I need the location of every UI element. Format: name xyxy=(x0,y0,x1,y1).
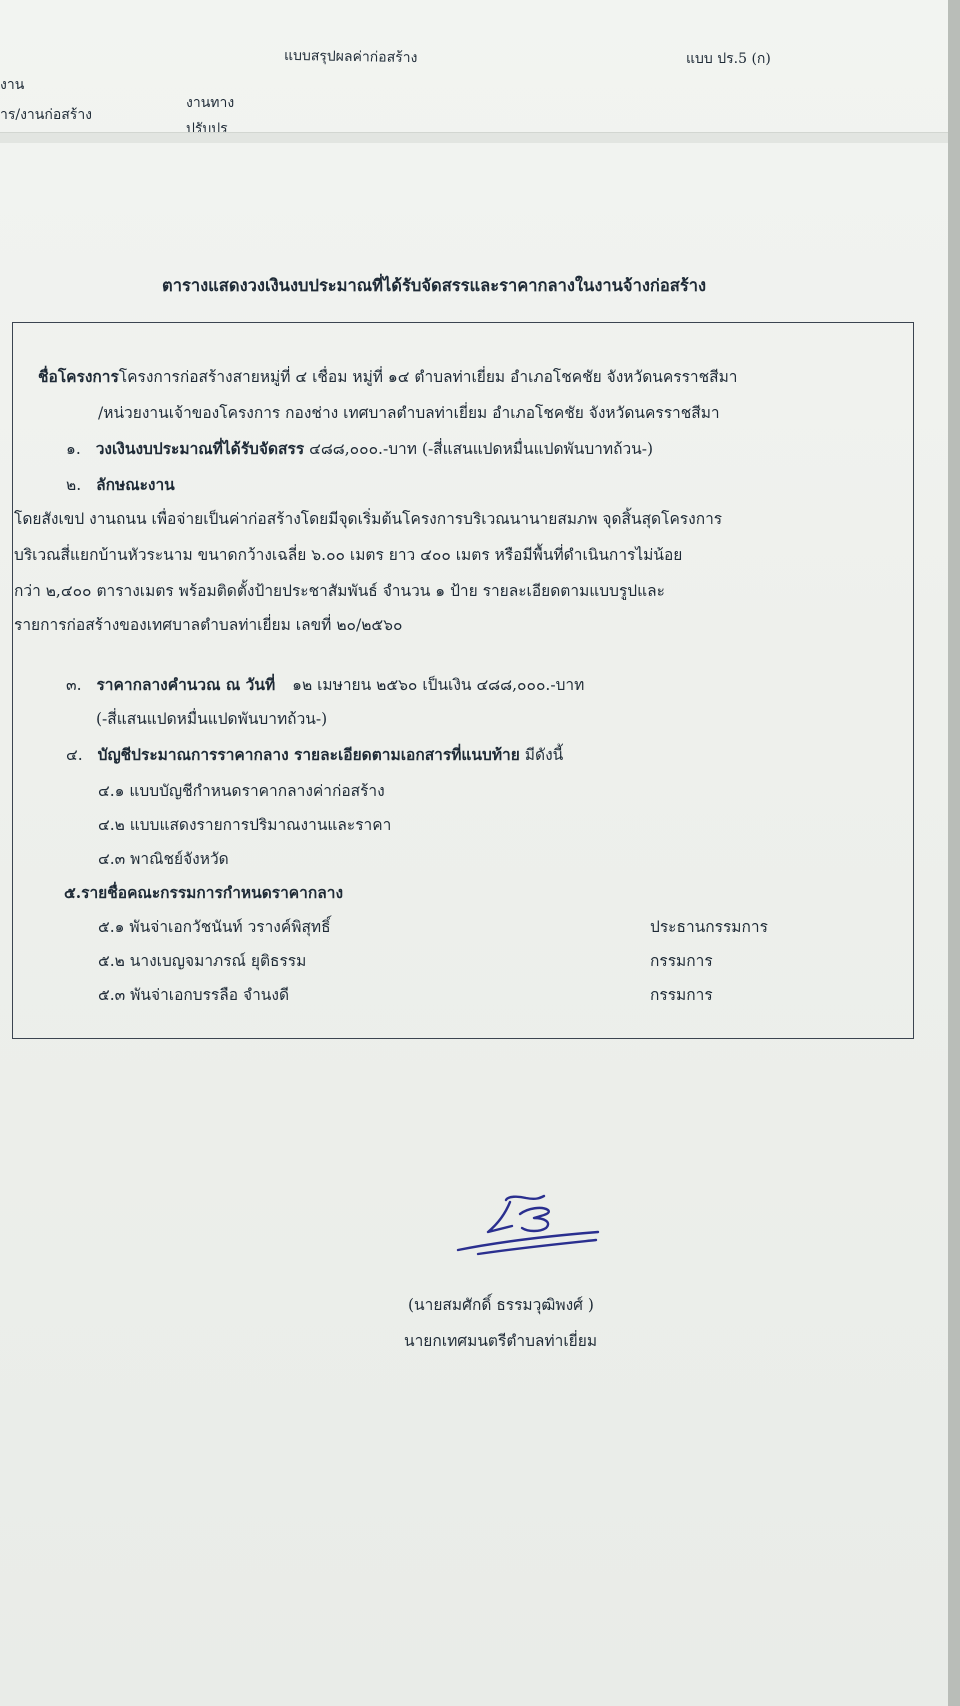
item3-date: ๑๒ เมษายน ๒๕๖๐ xyxy=(292,676,418,694)
item2-heading xyxy=(66,472,175,497)
header-mid-line2: ปรับปร xyxy=(186,121,228,132)
item2-desc-line1: โดยสังเขป งานถนน เพื่อจ่ายเป็นค่าก่อสร้างโดยมีจุดเริ่มต้นโครงการบริเวณนานายสมภพ จุดสิ้นสุดโครงการ xyxy=(14,510,723,528)
item3-words: (-สี่แสนแปดหมื่นแปดพันบาทถ้วน-) xyxy=(96,710,328,728)
form-code: แบบ ปร.5 (ก) xyxy=(686,51,771,67)
item2-desc-line3: กว่า ๒,๔๐๐ ตารางเมตร พร้อมติดตั้งป้ายประชาสัมพันธ์ จำนวน ๑ ป้าย รายละเอียดตามแบบรูปและ xyxy=(14,582,665,600)
signature-scribble xyxy=(448,1190,608,1260)
page-edge-shadow xyxy=(948,0,960,1706)
item4-sub-1: ๔.๑ แบบบัญชีกำหนดราคากลางค่าก่อสร้าง xyxy=(98,782,385,800)
item2-label: ลักษณะงาน xyxy=(96,475,175,494)
item2-desc-line4: รายการก่อสร้างของเทศบาลตำบลท่าเยี่ยม เลขที่ ๒๐/๒๕๖๐ xyxy=(14,616,403,634)
signatory-position: นายกเทศมนตรีตำบลท่าเยี่ยม xyxy=(404,1332,598,1350)
handwritten-signature xyxy=(448,1190,608,1264)
committee-member-1-role: ประธานกรรมการ xyxy=(650,918,768,936)
committee-member-3-role: กรรมการ xyxy=(650,986,713,1004)
committee-member-3-name: ๕.๓ พันจ่าเอกบรรลือ จำนงดี xyxy=(98,986,290,1004)
page-fold xyxy=(0,132,948,143)
committee-member-2-role: กรรมการ xyxy=(650,952,713,970)
header-left-line1: งาน xyxy=(0,77,25,93)
item1-value: ๔๘๘,๐๐๐.-บาท (-สี่แสนแปดหมื่นแปดพันบาทถ้วน-) xyxy=(309,440,654,458)
project-owner-line: /หน่วยงานเจ้าของโครงการ กองช่าง เทศบาลตำบลท่าเยี่ยม อำเภอโชคชัย จังหวัดนครราชสีมา xyxy=(98,404,720,422)
item4-sub-2: ๔.๒ แบบแสดงรายการปริมาณงานและราคา xyxy=(98,816,392,834)
item3-line xyxy=(66,672,584,697)
main-title: ตารางแสดงวงเงินงบประมาณที่ได้รับจัดสรรและราคากลางในงานจ้างก่อสร้าง xyxy=(162,276,707,295)
committee-member-1-name: ๕.๑ พันจ่าเอกวัชนันท์ วรางค์พิสุทธิ์ xyxy=(98,918,331,936)
item2-desc-line2: บริเวณสี่แยกบ้านหัวระนาม ขนาดกว้างเฉลี่ย ๖.๐๐ เมตร ยาว ๔๐๐ เมตร หรือมีพื้นที่ดำเนินการไม่น้อย xyxy=(14,546,683,564)
project-name-line xyxy=(38,364,738,389)
item1-number: ๑. xyxy=(66,440,81,458)
item4-sub-3: ๔.๓ พาณิชย์จังหวัด xyxy=(98,850,229,868)
signatory-name: (นายสมศักดิ์ ธรรมวุฒิพงศ์ ) xyxy=(408,1296,594,1314)
item5-heading: ๕.รายชื่อคณะกรรมการกำหนดราคากลาง xyxy=(64,883,344,902)
item1-label: วงเงินงบประมาณที่ได้รับจัดสรร xyxy=(95,439,305,458)
item4-number: ๔. xyxy=(66,746,83,764)
item4-heading xyxy=(66,742,563,767)
item4-label: บัญชีประมาณการราคากลาง รายละเอียดตามเอกสารที่แนบท้าย xyxy=(97,745,520,764)
item3-number: ๓. xyxy=(66,676,82,694)
header-mid-line1: งานทาง xyxy=(186,95,235,111)
item2-number: ๒. xyxy=(66,476,82,494)
item4-label-tail: มีดังนี้ xyxy=(524,746,564,764)
project-name-value: โครงการก่อสร้างสายหมู่ที่ ๔ เชื่อม หมู่ที่ ๑๔ ตำบลท่าเยี่ยม อำเภอโชคชัย จังหวัดนครราชสีมา xyxy=(118,368,738,386)
item3-label: ราคากลางคำนวณ ณ วันที่ xyxy=(96,675,276,694)
form-title: แบบสรุปผลค่าก่อสร้าง xyxy=(283,47,418,67)
committee-member-2-name: ๕.๒ นางเบญจมาภรณ์ ยุติธรรม xyxy=(98,952,307,970)
project-name-label: ชื่อโครงการ xyxy=(38,367,119,386)
item3-amount: เป็นเงิน ๔๘๘,๐๐๐.-บาท xyxy=(422,676,585,694)
header-left-line2: าร/งานก่อสร้าง xyxy=(0,107,93,123)
item1-line xyxy=(66,436,653,461)
